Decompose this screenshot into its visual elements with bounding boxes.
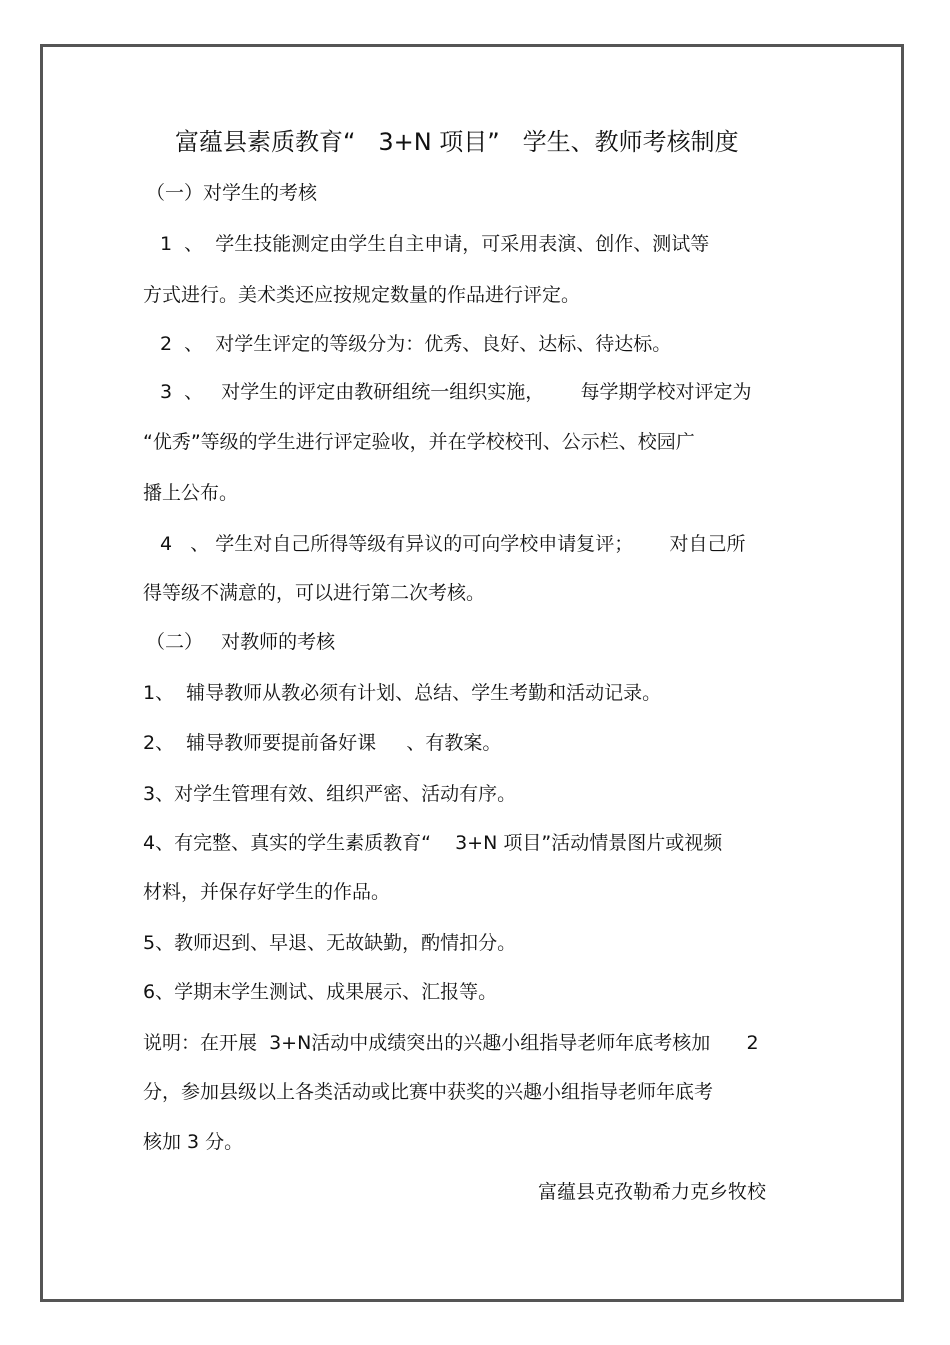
student-rule-1-line-2: 方式进行。美术类还应按规定数量的作品进行评定。 bbox=[143, 284, 581, 306]
teacher-rule-4-line-2: 材料，并保存好学生的作品。 bbox=[143, 881, 391, 903]
teacher-rule-4-line-1: 4、有完整、真实的学生素质教育“ 3+N 项目”活动情景图片或视频 bbox=[143, 832, 723, 854]
student-rule-4-line-1: 4 、 学生对自己所得等级有异议的可向学校申请复评； 对自己所 bbox=[160, 533, 746, 555]
student-rule-1-line-1: 1 、 学生技能测定由学生自主申请，可采用表演、创作、测试等 bbox=[160, 233, 710, 255]
note-line-2: 分，参加县级以上各类活动或比赛中获奖的兴趣小组指导老师年底考 bbox=[143, 1081, 714, 1103]
student-rule-3-line-3: 播上公布。 bbox=[143, 482, 239, 504]
teacher-rule-5: 5、教师迟到、早退、无故缺勤，酌情扣分。 bbox=[143, 932, 517, 954]
section-heading-students: （一）对学生的考核 bbox=[146, 182, 318, 204]
teacher-rule-1: 1、 辅导教师从教必须有计划、总结、学生考勤和活动记录。 bbox=[143, 682, 662, 704]
signature: 富蕴县克孜勒希力克乡牧校 bbox=[538, 1181, 767, 1203]
teacher-rule-6: 6、学期末学生测试、成果展示、汇报等。 bbox=[143, 981, 498, 1003]
note-line-1: 说明：在开展 3+N活动中成绩突出的兴趣小组指导老师年底考核加 2 bbox=[143, 1032, 759, 1054]
student-rule-4-line-2: 得等级不满意的，可以进行第二次考核。 bbox=[143, 582, 486, 604]
note-line-3: 核加 3 分。 bbox=[143, 1131, 244, 1153]
teacher-rule-3: 3、对学生管理有效、组织严密、活动有序。 bbox=[143, 783, 517, 805]
student-rule-2: 2 、 对学生评定的等级分为：优秀、良好、达标、待达标。 bbox=[160, 333, 672, 355]
document-title: 富蕴县素质教育“ 3+N 项目” 学生、教师考核制度 bbox=[175, 128, 739, 156]
student-rule-3-line-1: 3 、 对学生的评定由教研组统一组织实施， 每学期学校对评定为 bbox=[160, 381, 752, 403]
section-heading-teachers: （二） 对教师的考核 bbox=[146, 631, 336, 653]
student-rule-3-line-2: “优秀”等级的学生进行评定验收，并在学校校刊、公示栏、校园广 bbox=[143, 431, 695, 453]
teacher-rule-2: 2、 辅导教师要提前备好课 、有教案。 bbox=[143, 732, 502, 754]
